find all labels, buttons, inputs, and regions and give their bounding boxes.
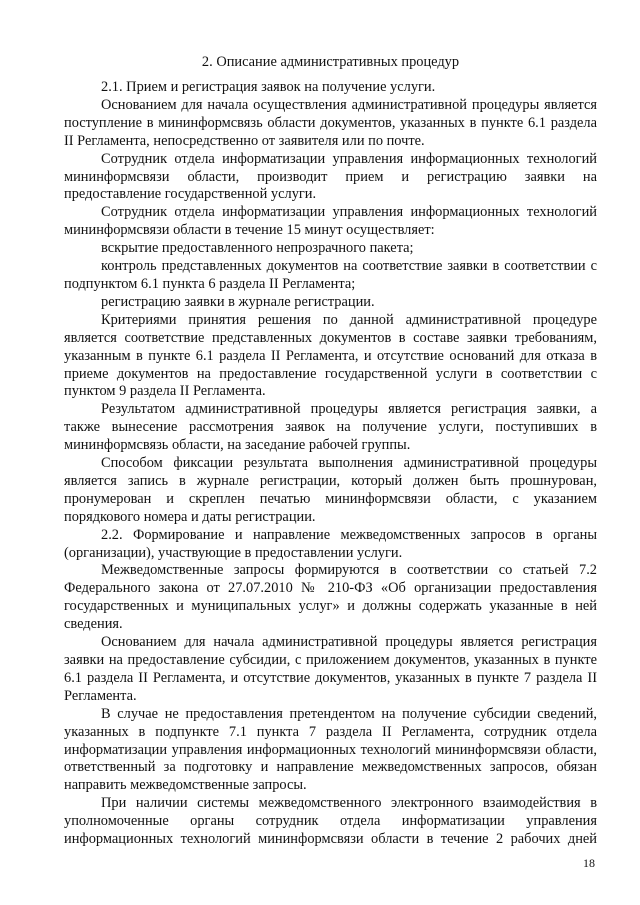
paragraph: Сотрудник отдела информатизации управления информационных технологий мининформсвязи области в течение 15 минут осуществляет: [64, 204, 597, 239]
list-item: регистрацию заявки в журнале регистрации. [101, 293, 375, 310]
paragraph: Способом фиксации результата выполнения административной процедуры является запись в журнале регистрации, который должен быть прошнурован, пронумерован и скреплен печатью мининформсвязи области, с указанием порядкового номера и даты регистрации. [64, 455, 597, 525]
paragraph: Межведомственные запросы формируются в соответствии со статьей 7.2 Федерального закона от 27.07.2010 № 210-ФЗ «Об организации предоставления государственных и муниципальных услуг» и должны содержать указанные в ней сведения. [64, 562, 597, 633]
paragraph: Критериями принятия решения по данной административной процедуре является соответствие представленных документов в составе заявки требованиям, указанным в пункте 6.1 раздела II Регламента, и отсутствие оснований для отказа в приеме документов на предоставление государственной услуги в соответствии с пунктом 9 раздела II Регламента. [64, 311, 597, 400]
paragraph: Результатом административной процедуры является регистрация заявки, а также вынесение рассмотрения заявок на получение услуги, поступивших в мининформсвязь области, на заседание рабочей группы. [64, 401, 597, 454]
paragraph: Сотрудник отдела информатизации управления информационных технологий мининформсвязи области, производит прием и регистрацию заявки на предоставление государственной услуги. [64, 150, 597, 203]
list-item: контроль представленных документов на соответствие заявки в соответствии с подпунктом 6.1 пункта 6 раздела II Регламента; [64, 258, 597, 292]
list-item: вскрытие предоставленного непрозрачного пакета; [101, 240, 414, 257]
paragraph: Основанием для начала административной процедуры является регистрация заявки на предоставление субсидии, с приложением документов, указанных в пункте 6.1 раздела II Регламента, и отсутствие документов, указанных в пункте 7 раздела II Регламента. [64, 634, 597, 704]
page-number: 18 [583, 856, 595, 870]
body-text [64, 79, 597, 849]
paragraph-2-2-heading: 2.2. Формирование и направление межведомственных запросов в органы (организации), участвующие в предоставлении услуги. [64, 526, 597, 561]
paragraph-2-1-heading: 2.1. Прием и регистрация заявок на получение услуги. [101, 79, 436, 95]
paragraph: В случае не предоставления претендентом на получение субсидии сведений, указанных в подпункте 7.1 пункта 7 раздела II Регламента, сотрудник отдела информатизации управления информационных технологий мининформсвязи области, ответственный за подготовку и направление межведомственных запросов, обязан направить межведомственные запросы. [64, 705, 597, 794]
paragraph: Основанием для начала осуществления административной процедуры является поступление в мининформсвязь области документов, указанных в пункте 6.1 раздела II Регламента, непосредственно от заявителя или по почте. [64, 96, 597, 149]
paragraph: При наличии системы межведомственного электронного взаимодействия в уполномоченные органы сотрудник отдела информатизации управления информационных технологий мининформсвязи области в течение 2 рабочих дней [64, 795, 597, 848]
section-title: 2. Описание административных процедур [201, 54, 460, 70]
